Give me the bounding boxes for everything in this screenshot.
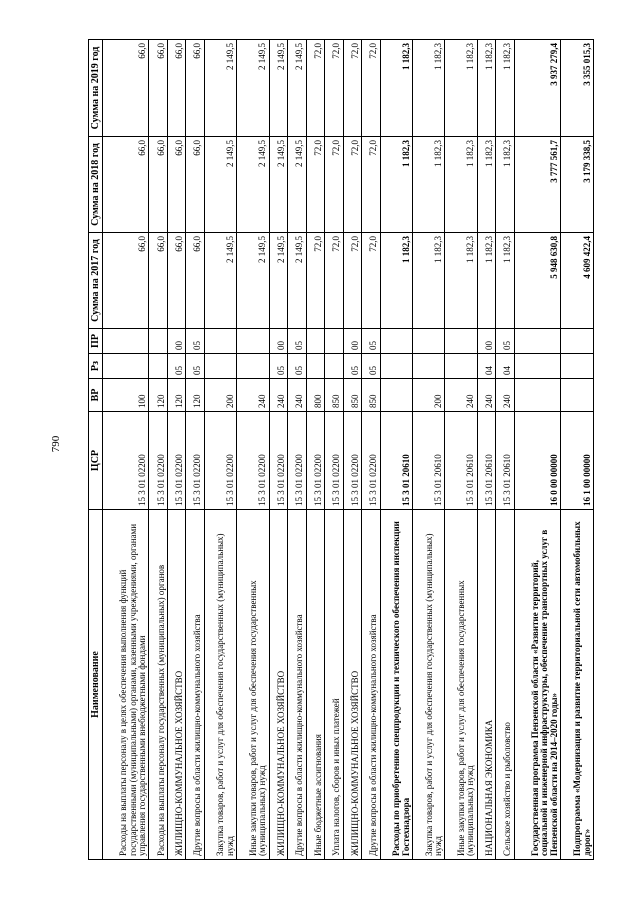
cell-vr: 800 (306, 379, 324, 412)
cell-csr: 15 3 01 02200 (362, 412, 380, 510)
cell-sum-2018: 2 149,5 (269, 137, 287, 233)
cell-vr: 240 (477, 379, 495, 412)
cell-name: Сельское хозяйство и рыболовство (496, 510, 514, 860)
cell-sum-2019: 1 182,3 (445, 40, 477, 137)
cell-csr: 15 3 01 02200 (325, 412, 343, 510)
cell-pr (325, 329, 343, 354)
cell-csr: 15 3 01 02200 (288, 412, 306, 510)
cell-name: Расходы на выплаты персоналу в целях обеспечения выполнения функций государственными (муниципальными) органами, казенными учреждениями, органами управления государственными внебюджетными фондами (103, 510, 149, 860)
cell-rz (103, 354, 149, 379)
cell-csr: 16 1 00 00000 (561, 412, 594, 510)
cell-rz: 05 (288, 354, 306, 379)
cell-sum-2019: 1 182,3 (477, 40, 495, 137)
cell-pr (306, 329, 324, 354)
cell-vr: 850 (362, 379, 380, 412)
cell-rz (514, 354, 560, 379)
cell-name: Иные закупки товаров, работ и услуг для обеспечения государственных (муниципальных) нужд (237, 510, 269, 860)
cell-csr: 15 3 01 20610 (477, 412, 495, 510)
header-pr: ПР (89, 329, 103, 354)
table-row (343, 40, 361, 860)
cell-vr: 100 (103, 379, 149, 412)
cell-sum-2017: 66,0 (103, 233, 149, 329)
header-sum-2018: Сумма на 2018 год (89, 137, 103, 233)
cell-rz (380, 354, 412, 379)
cell-sum-2017: 72,0 (343, 233, 361, 329)
cell-sum-2019: 1 182,3 (412, 40, 444, 137)
cell-sum-2019: 3 355 015,3 (561, 40, 594, 137)
table-row (269, 40, 287, 860)
cell-sum-2017: 2 149,5 (237, 233, 269, 329)
cell-rz (237, 354, 269, 379)
cell-sum-2019: 2 149,5 (269, 40, 287, 137)
cell-vr: 240 (445, 379, 477, 412)
cell-vr (561, 379, 594, 412)
cell-pr (149, 329, 167, 354)
cell-pr: 05 (496, 329, 514, 354)
cell-csr: 15 3 01 20610 (412, 412, 444, 510)
cell-vr: 120 (149, 379, 167, 412)
cell-name: Другие вопросы в области жилищно-коммунального хозяйства (186, 510, 204, 860)
header-name: Наименование (89, 510, 103, 860)
table-row (514, 40, 560, 860)
table-row (380, 40, 412, 860)
cell-sum-2019: 72,0 (325, 40, 343, 137)
table-row (362, 40, 380, 860)
cell-sum-2019: 2 149,5 (237, 40, 269, 137)
cell-vr (380, 379, 412, 412)
cell-sum-2017: 2 149,5 (288, 233, 306, 329)
cell-rz: 05 (362, 354, 380, 379)
cell-csr: 15 3 01 02200 (167, 412, 185, 510)
cell-sum-2019: 72,0 (306, 40, 324, 137)
cell-vr: 240 (269, 379, 287, 412)
table-row (237, 40, 269, 860)
cell-pr (237, 329, 269, 354)
cell-vr: 200 (204, 379, 236, 412)
cell-csr: 15 3 01 02200 (237, 412, 269, 510)
cell-pr: 00 (167, 329, 185, 354)
cell-name: ЖИЛИЩНО-КОММУНАЛЬНОЕ ХОЗЯЙСТВО (167, 510, 185, 860)
cell-pr: 05 (362, 329, 380, 354)
cell-sum-2017: 72,0 (325, 233, 343, 329)
cell-pr (514, 329, 560, 354)
table-row (325, 40, 343, 860)
cell-csr: 15 3 01 02200 (103, 412, 149, 510)
cell-name: Государственная программа Пензенской области «Развитие территорий, социальной и инженерной инфраструктуры, обеспечение транспортных услуг в Пензенской области на 2014–2020 годы» (514, 510, 560, 860)
cell-vr: 200 (412, 379, 444, 412)
cell-pr: 00 (269, 329, 287, 354)
table-row (204, 40, 236, 860)
cell-csr: 15 3 01 20610 (380, 412, 412, 510)
cell-vr: 240 (496, 379, 514, 412)
cell-sum-2018: 1 182,3 (380, 137, 412, 233)
table-row (149, 40, 167, 860)
cell-vr: 240 (237, 379, 269, 412)
cell-sum-2019: 3 937 279,4 (514, 40, 560, 137)
cell-name: Иные бюджетные ассигнования (306, 510, 324, 860)
cell-pr (561, 329, 594, 354)
cell-sum-2017: 1 182,3 (445, 233, 477, 329)
table-row (496, 40, 514, 860)
cell-sum-2018: 72,0 (362, 137, 380, 233)
cell-pr (412, 329, 444, 354)
table-body (103, 40, 594, 860)
cell-vr: 240 (288, 379, 306, 412)
cell-sum-2017: 1 182,3 (380, 233, 412, 329)
cell-name: НАЦИОНАЛЬНАЯ ЭКОНОМИКА (477, 510, 495, 860)
cell-sum-2019: 66,0 (186, 40, 204, 137)
cell-sum-2017: 1 182,3 (412, 233, 444, 329)
cell-rz (325, 354, 343, 379)
cell-vr: 120 (167, 379, 185, 412)
cell-pr (380, 329, 412, 354)
cell-sum-2018: 72,0 (306, 137, 324, 233)
cell-rz (445, 354, 477, 379)
cell-pr (204, 329, 236, 354)
table-row (288, 40, 306, 860)
cell-sum-2018: 72,0 (343, 137, 361, 233)
cell-sum-2019: 1 182,3 (380, 40, 412, 137)
cell-name: Уплата налогов, сборов и иных платежей (325, 510, 343, 860)
table-row (186, 40, 204, 860)
cell-sum-2017: 66,0 (167, 233, 185, 329)
cell-csr: 15 3 01 02200 (269, 412, 287, 510)
cell-rz (306, 354, 324, 379)
cell-sum-2019: 72,0 (343, 40, 361, 137)
cell-sum-2017: 2 149,5 (204, 233, 236, 329)
cell-name: Расходы на выплаты персоналу государственных (муниципальных) органов (149, 510, 167, 860)
cell-sum-2017: 1 182,3 (477, 233, 495, 329)
cell-pr (103, 329, 149, 354)
cell-csr: 15 3 01 20610 (445, 412, 477, 510)
cell-name: ЖИЛИЩНО-КОММУНАЛЬНОЕ ХОЗЯЙСТВО (343, 510, 361, 860)
cell-sum-2018: 66,0 (149, 137, 167, 233)
table-row (167, 40, 185, 860)
cell-name: Иные закупки товаров, работ и услуг для обеспечения государственных (муниципальных) нужд (445, 510, 477, 860)
header-sum-2019: Сумма на 2019 год (89, 40, 103, 137)
cell-rz (561, 354, 594, 379)
table-row (103, 40, 149, 860)
cell-name: Закупка товаров, работ и услуг для обеспечения государственных (муниципальных) нужд (412, 510, 444, 860)
cell-sum-2019: 1 182,3 (496, 40, 514, 137)
cell-rz (149, 354, 167, 379)
cell-vr: 850 (343, 379, 361, 412)
cell-sum-2019: 66,0 (167, 40, 185, 137)
cell-name: Другие вопросы в области жилищно-коммунального хозяйства (288, 510, 306, 860)
cell-sum-2018: 3 777 561,7 (514, 137, 560, 233)
cell-name: Подпрограмма «Модернизация и развитие территориальной сети автомобильных дорог» (561, 510, 594, 860)
cell-sum-2017: 72,0 (362, 233, 380, 329)
cell-sum-2017: 2 149,5 (269, 233, 287, 329)
cell-sum-2019: 2 149,5 (288, 40, 306, 137)
cell-rz (412, 354, 444, 379)
cell-sum-2018: 66,0 (186, 137, 204, 233)
cell-vr: 850 (325, 379, 343, 412)
cell-sum-2017: 1 182,3 (496, 233, 514, 329)
cell-pr (445, 329, 477, 354)
cell-rz: 05 (167, 354, 185, 379)
header-csr: ЦСР (89, 412, 103, 510)
header-sum-2017: Сумма на 2017 год (89, 233, 103, 329)
cell-pr: 05 (186, 329, 204, 354)
cell-rz: 04 (477, 354, 495, 379)
cell-sum-2017: 66,0 (186, 233, 204, 329)
cell-pr: 00 (343, 329, 361, 354)
table-header-row (89, 40, 103, 860)
table-row (412, 40, 444, 860)
rotated-table-wrapper (88, 40, 594, 860)
cell-sum-2018: 3 179 338,5 (561, 137, 594, 233)
cell-sum-2019: 72,0 (362, 40, 380, 137)
cell-csr: 15 3 01 02200 (204, 412, 236, 510)
table-row (306, 40, 324, 860)
cell-sum-2017: 5 948 630,8 (514, 233, 560, 329)
cell-sum-2018: 2 149,5 (204, 137, 236, 233)
cell-vr (514, 379, 560, 412)
table-row (477, 40, 495, 860)
cell-pr: 00 (477, 329, 495, 354)
cell-rz (204, 354, 236, 379)
cell-name: Расходы по приобретению спецпродукции и технического обеспечения инспекции Гостехнадзора (380, 510, 412, 860)
cell-csr: 16 0 00 00000 (514, 412, 560, 510)
cell-sum-2017: 66,0 (149, 233, 167, 329)
cell-csr: 15 3 01 02200 (343, 412, 361, 510)
cell-sum-2018: 66,0 (103, 137, 149, 233)
cell-name: ЖИЛИЩНО-КОММУНАЛЬНОЕ ХОЗЯЙСТВО (269, 510, 287, 860)
table-row (445, 40, 477, 860)
header-rz: Рз (89, 354, 103, 379)
cell-name: Другие вопросы в области жилищно-коммунального хозяйства (362, 510, 380, 860)
cell-sum-2019: 66,0 (103, 40, 149, 137)
cell-rz: 04 (496, 354, 514, 379)
cell-sum-2019: 2 149,5 (204, 40, 236, 137)
cell-sum-2019: 66,0 (149, 40, 167, 137)
cell-sum-2018: 66,0 (167, 137, 185, 233)
cell-sum-2018: 1 182,3 (477, 137, 495, 233)
cell-sum-2018: 1 182,3 (496, 137, 514, 233)
cell-sum-2018: 2 149,5 (237, 137, 269, 233)
cell-rz: 05 (343, 354, 361, 379)
table-row (561, 40, 594, 860)
cell-rz: 05 (186, 354, 204, 379)
cell-sum-2018: 1 182,3 (445, 137, 477, 233)
header-vr: ВР (89, 379, 103, 412)
cell-csr: 15 3 01 02200 (306, 412, 324, 510)
cell-sum-2018: 1 182,3 (412, 137, 444, 233)
cell-csr: 15 3 01 02200 (186, 412, 204, 510)
budget-table (88, 39, 594, 860)
cell-csr: 15 3 01 20610 (496, 412, 514, 510)
page-number: 790 (50, 435, 62, 453)
cell-name: Закупка товаров, работ и услуг для обеспечения государственных (муниципальных) нужд (204, 510, 236, 860)
cell-sum-2017: 4 609 422,4 (561, 233, 594, 329)
cell-csr: 15 3 01 02200 (149, 412, 167, 510)
cell-sum-2017: 72,0 (306, 233, 324, 329)
cell-sum-2018: 2 149,5 (288, 137, 306, 233)
cell-rz: 05 (269, 354, 287, 379)
cell-pr: 05 (288, 329, 306, 354)
cell-sum-2018: 72,0 (325, 137, 343, 233)
cell-vr: 120 (186, 379, 204, 412)
